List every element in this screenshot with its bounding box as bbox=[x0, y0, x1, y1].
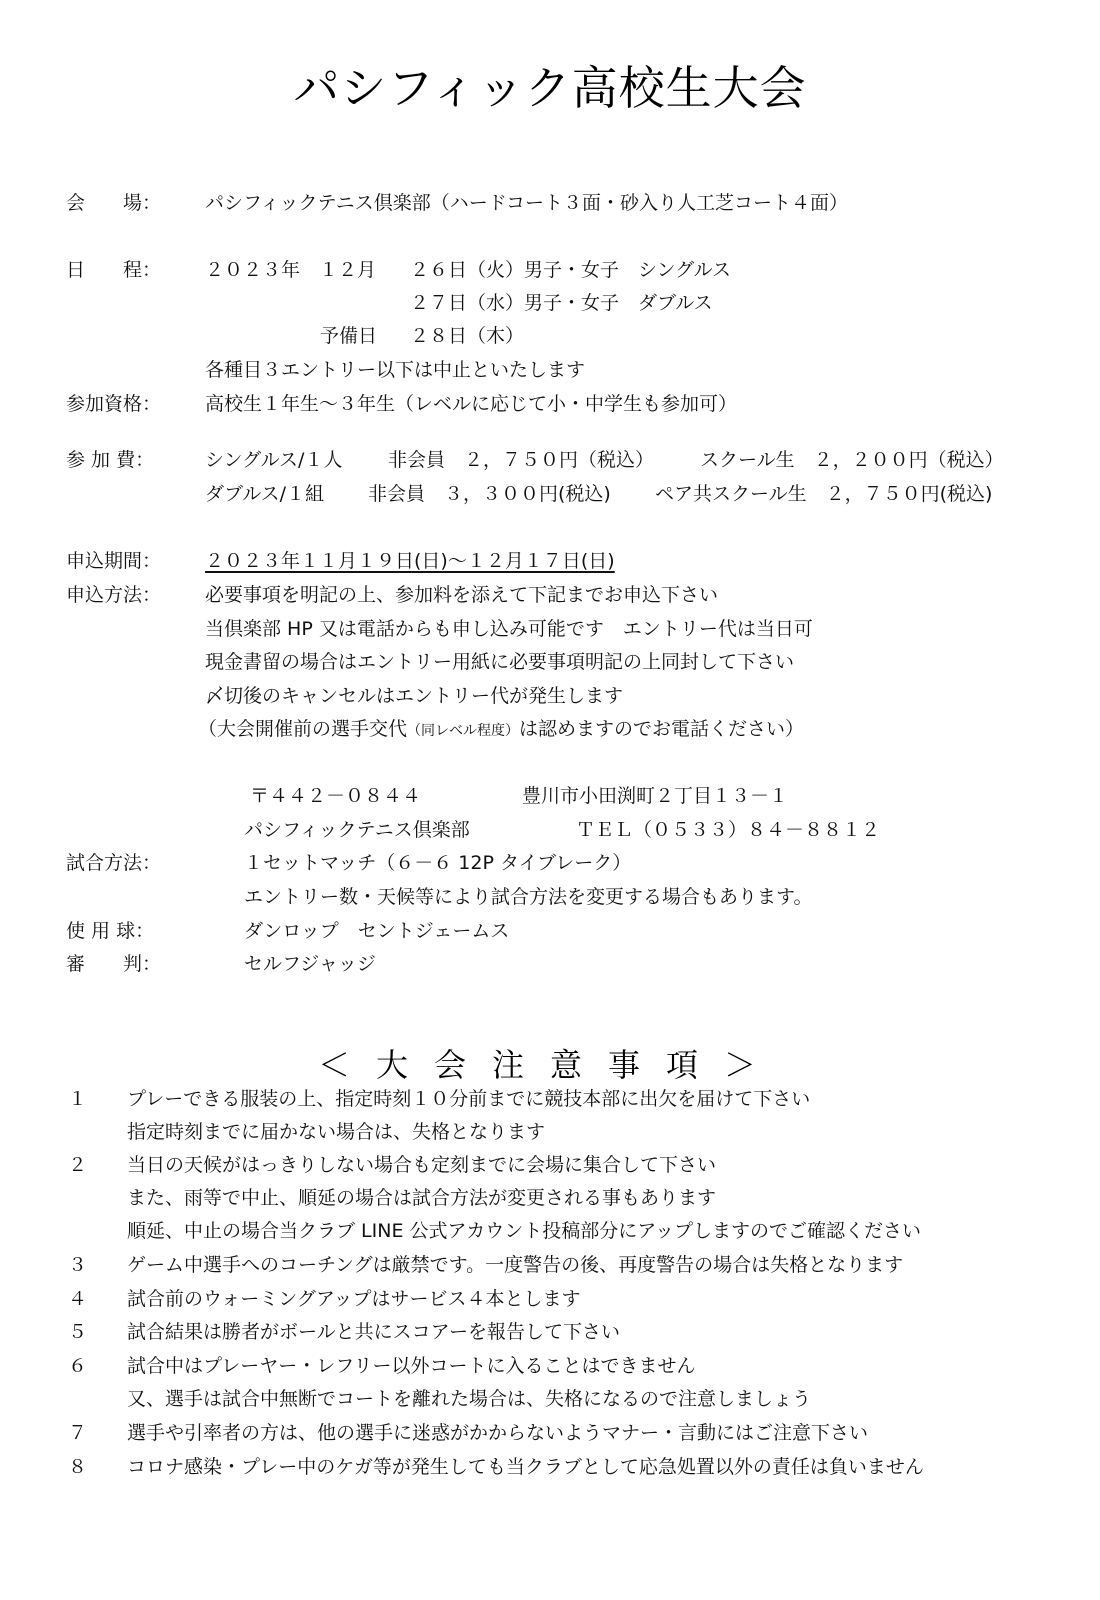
schedule-day-1: ２６日（火）男子・女子 シングルス bbox=[410, 259, 732, 281]
eligibility-value: 高校生１年生～３年生（レベルに応じて小・中学生も参加可） bbox=[205, 393, 738, 415]
note-text: 試合結果は勝者がボールと共にスコアーを報告して下さい bbox=[127, 1321, 621, 1343]
ball-value: ダンロップ セントジェームス bbox=[244, 920, 510, 942]
address-city: 豊川市小田渕町２丁目１３－１ bbox=[522, 785, 789, 807]
method-line-5 bbox=[198, 716, 804, 744]
method-line-5-post: は認めますのでお電話ください） bbox=[519, 718, 805, 740]
fee-singles-nonmember: 非会員 ２，７５０円（税込） bbox=[388, 449, 655, 471]
note-text: 試合中はプレーヤー・レフリー以外コートに入ることはできません bbox=[127, 1355, 696, 1377]
note-text: ゲーム中選手へのコーチングは厳禁です。一度警告の後、再度警告の場合は失格となります bbox=[127, 1254, 904, 1276]
note-text: 順延、中止の場合当クラブ LINE 公式アカウント投稿部分にアップしますのでご確認ください bbox=[127, 1220, 921, 1242]
note-text: コロナ感染・プレー中のケガ等が発生しても当クラブとして応急処置以外の責任は負いません bbox=[127, 1456, 924, 1478]
note-number: ６ bbox=[68, 1355, 88, 1377]
ball-label: 使 用 球： bbox=[66, 920, 155, 942]
note-number: ２ bbox=[68, 1154, 88, 1176]
eligibility-label: 参加資格： bbox=[66, 393, 162, 415]
note-text: 試合前のウォーミングアップはサービス４本とします bbox=[127, 1288, 581, 1310]
fee-doubles-type: ダブルス/１組 bbox=[205, 483, 325, 505]
match-line-1: １セットマッチ（６－６ 12P タイブレーク） bbox=[244, 852, 632, 874]
match-line-2: エントリー数・天候等により試合方法を変更する場合もあります。 bbox=[244, 886, 813, 908]
note-text: 選手や引率者の方は、他の選手に迷惑がかからないようマナー・言動にはご注意下さい bbox=[127, 1422, 869, 1444]
note-text: 又、選手は試合中無断でコートを離れた場合は、失格になるので注意しましょう bbox=[127, 1388, 812, 1410]
note-number: ７ bbox=[68, 1422, 88, 1444]
note-text: プレーできる服装の上、指定時刻１０分前までに競技本部に出欠を届けて下さい bbox=[127, 1088, 811, 1110]
fee-singles-school: スクール生 ２，２００円（税込） bbox=[700, 449, 1004, 471]
page-title: パシフィック高校生大会 bbox=[293, 61, 807, 115]
fee-doubles-nonmember: 非会員 ３，３００円(税込) bbox=[368, 483, 611, 505]
method-line: 〆切後のキャンセルはエントリー代が発生します bbox=[205, 685, 624, 707]
note-number: ４ bbox=[68, 1288, 88, 1310]
fee-singles-type: シングルス/１人 bbox=[205, 449, 343, 471]
notes-heading: ＜大会注意事項＞ bbox=[317, 1046, 782, 1084]
method-line-5-small: （同レベル程度） bbox=[407, 723, 520, 739]
note-number: ８ bbox=[68, 1456, 88, 1478]
fee-label: 参 加 費： bbox=[66, 449, 155, 471]
schedule-day-2: ２７日（水）男子・女子 ダブルス bbox=[410, 292, 713, 314]
method-line: 当倶楽部 HP 又は電話からも申し込み可能です エントリー代は当日可 bbox=[205, 618, 813, 640]
venue-value: パシフィックテニス倶楽部（ハードコート３面・砂入り人工芝コート４面） bbox=[205, 192, 848, 214]
fee-doubles-school: ペア共スクール生 ２，７５０円(税込) bbox=[655, 483, 993, 505]
venue-label: 会 場： bbox=[66, 192, 162, 214]
note-number: ５ bbox=[68, 1321, 88, 1343]
method-label: 申込方法： bbox=[66, 584, 162, 606]
method-line: 必要事項を明記の上、参加料を添えて下記までお申込下さい bbox=[205, 584, 719, 606]
club-name: パシフィックテニス倶楽部 bbox=[244, 819, 470, 841]
schedule-note: 各種目３エントリー以下は中止といたします bbox=[205, 359, 586, 381]
schedule-label: 日 程： bbox=[66, 259, 162, 281]
schedule-date: ２０２３年 １２月 bbox=[205, 259, 377, 281]
note-text: また、雨等で中止、順延の場合は試合方法が変更される事もあります bbox=[127, 1187, 717, 1209]
method-line-5-pre: （大会開催前の選手交代 bbox=[198, 718, 408, 740]
referee-value: セルフジャッジ bbox=[244, 953, 376, 975]
note-text: 当日の天候がはっきりしない場合も定刻までに会場に集合して下さい bbox=[127, 1154, 717, 1176]
period-label: 申込期間： bbox=[66, 550, 162, 572]
postal-code: 〒４４２－０８４４ bbox=[250, 785, 422, 807]
schedule-reserve-day: ２８日（木） bbox=[410, 325, 525, 347]
phone-number: ＴＥＬ（０５３３）８４－８８１２ bbox=[576, 819, 881, 841]
method-line: 現金書留の場合はエントリー用紙に必要事項明記の上同封して下さい bbox=[205, 651, 795, 673]
note-text: 指定時刻までに届かない場合は、失格となります bbox=[127, 1121, 546, 1143]
note-number: １ bbox=[68, 1088, 88, 1110]
schedule-reserve-label: 予備日 bbox=[320, 325, 378, 347]
referee-label: 審 判： bbox=[66, 953, 162, 975]
note-number: ３ bbox=[68, 1254, 88, 1276]
period-value: ２０２３年１１月１９日(日)～１２月１７日(日) bbox=[205, 550, 615, 572]
match-label: 試合方法： bbox=[66, 852, 162, 874]
